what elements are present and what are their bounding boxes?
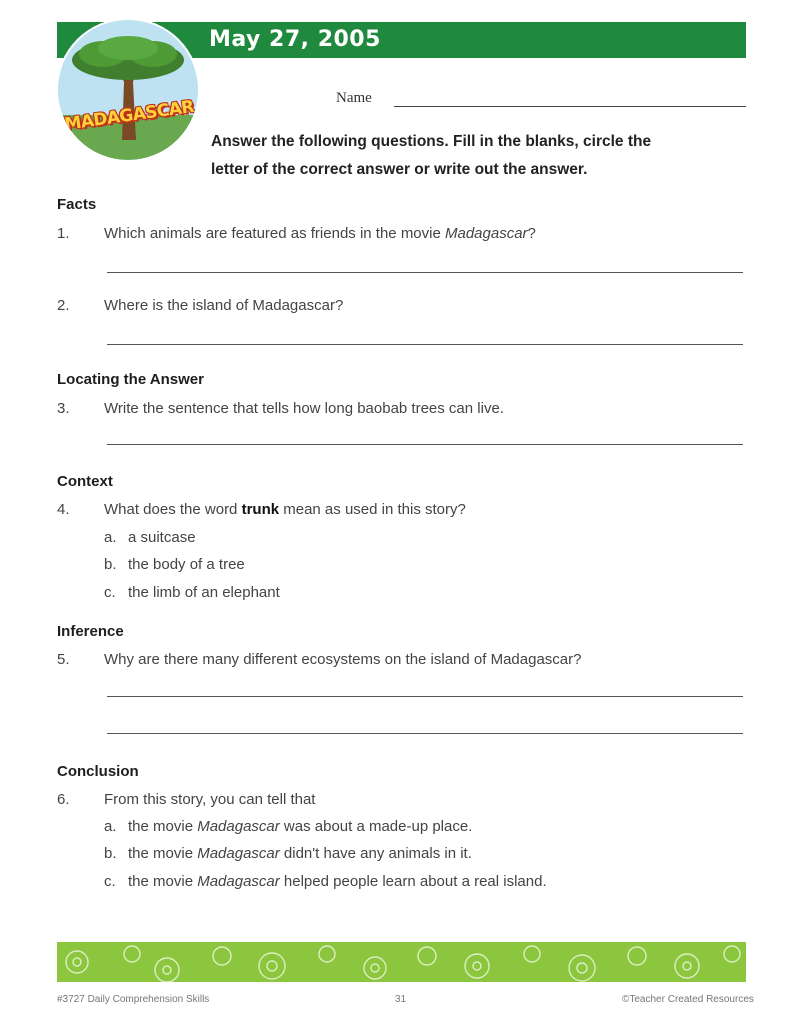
baobab-tree-icon [58,20,198,160]
q4-choice-c[interactable]: c. the limb of an elephant [104,584,280,601]
question-4-number: 4. [57,501,70,518]
footer-copyright: ©Teacher Created Resources [622,994,754,1005]
instructions-line-1: Answer the following questions. Fill in the blanks, circle the [211,133,652,150]
footer-floral-band [57,942,746,982]
section-locating: Locating the Answer [57,371,204,388]
q6-choice-c[interactable]: c. the movie Madagascar helped people learn about a real island. [104,873,547,890]
answer-line-q1[interactable] [107,272,743,273]
section-facts: Facts [57,196,97,213]
question-1-number: 1. [57,225,70,242]
answer-line-q3[interactable] [107,444,743,445]
instructions [211,128,741,184]
question-4-text: What does the word trunk mean as used in this story? [104,501,466,518]
question-6-number: 6. [57,791,70,808]
instructions-line-2: letter of the correct answer or write out the answer. [211,161,588,178]
question-3-text: Write the sentence that tells how long baobab trees can live. [104,400,504,417]
question-6-text: From this story, you can tell that [104,791,316,808]
madagascar-logo [58,20,198,160]
q4-choice-b[interactable]: b. the body of a tree [104,556,245,573]
section-context: Context [57,473,113,490]
answer-line-q2[interactable] [107,344,743,345]
section-conclusion: Conclusion [57,763,139,780]
name-label: Name [336,90,372,106]
section-inference: Inference [57,623,124,640]
flower-pattern-icon [57,942,746,982]
question-1-text: Which animals are featured as friends in the movie Madagascar? [104,225,536,242]
answer-line-q5-2[interactable] [107,733,743,734]
logo-text: MADAGASCAR [63,96,196,135]
name-field [336,90,746,112]
q6-choice-b[interactable]: b. the movie Madagascar didn't have any animals in it. [104,845,472,862]
question-5-number: 5. [57,651,70,668]
footer-publisher: #3727 Daily Comprehension Skills [57,994,210,1005]
q4-choice-a[interactable]: a. a suitcase [104,529,196,546]
question-3-number: 3. [57,400,70,417]
answer-line-q5-1[interactable] [107,696,743,697]
header-date: May 27, 2005 [209,27,381,52]
q6-choice-a[interactable]: a. the movie Madagascar was about a made-up place. [104,818,473,835]
name-input-line[interactable] [394,106,746,107]
question-2-number: 2. [57,297,70,314]
question-2-text: Where is the island of Madagascar? [104,297,344,314]
question-5-text: Why are there many different ecosystems on the island of Madagascar? [104,651,582,668]
footer-page-number: 31 [395,994,407,1005]
